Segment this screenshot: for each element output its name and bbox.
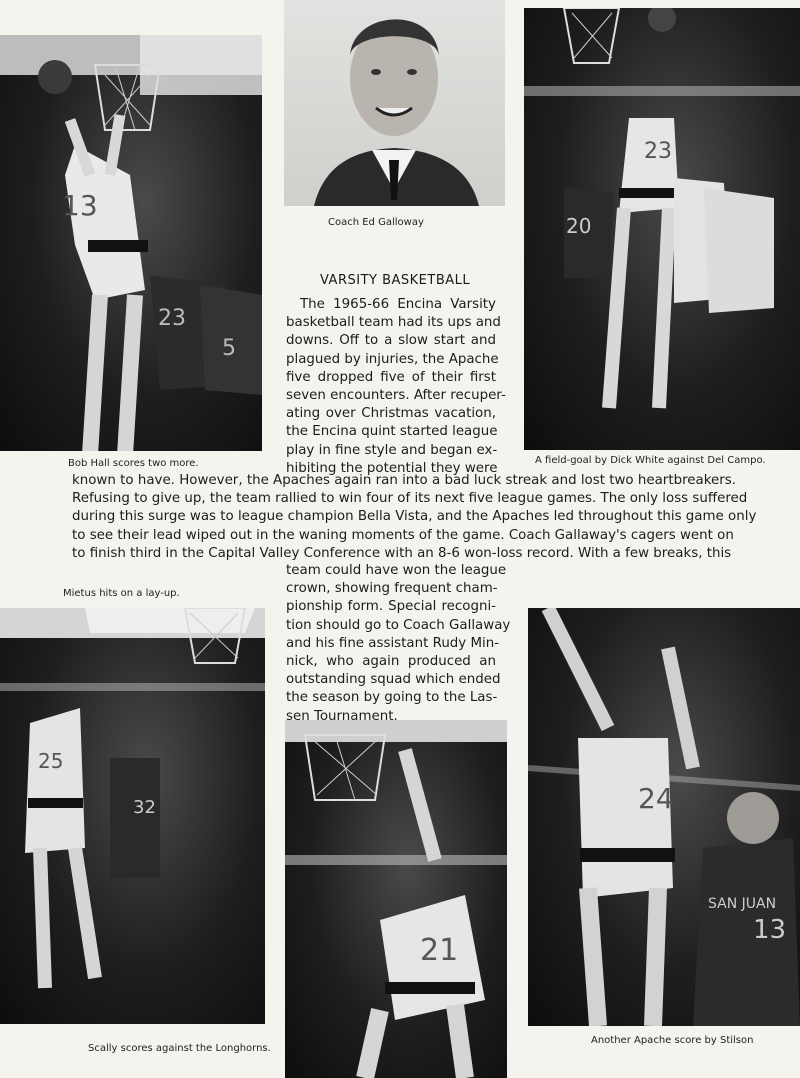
- article-line: The 1965-66 Encina Varsity: [300, 297, 496, 312]
- article-title: VARSITY BASKETBALL: [320, 273, 471, 288]
- hall-photo: [0, 35, 262, 451]
- article-line: the Encina quint started league: [286, 424, 498, 440]
- delcampo-jersey: 20: [566, 214, 592, 238]
- sanjuan-jersey-d: 13: [753, 915, 787, 945]
- hall-caption: Bob Hall scores two more.: [68, 458, 199, 469]
- sanjuan-jersey-c: 32: [133, 797, 156, 818]
- article-line: the season by going to the Las-: [286, 690, 498, 706]
- article-line: outstanding squad which ended: [286, 672, 501, 688]
- article-line: downs. Off to a slow start and: [286, 333, 496, 349]
- stilson-caption: Another Apache score by Stilson: [591, 1035, 754, 1046]
- white-jersey-number: 23: [644, 139, 672, 164]
- white-caption: A field-goal by Dick White against Del Campo.: [535, 455, 766, 466]
- article-line: team could have won the league: [286, 563, 507, 578]
- stilson-jersey-number: 24: [638, 782, 674, 815]
- sanjuan-jersey-b: 5: [222, 336, 236, 361]
- coach-caption: Coach Ed Galloway: [328, 217, 424, 228]
- article-column-text: [286, 296, 506, 478]
- article-line: crown, showing frequent cham-: [286, 581, 498, 597]
- article-line: nick, who again produced an: [286, 654, 496, 670]
- article-line: play in fine style and began ex-: [286, 442, 498, 458]
- article-line: tion should go to Coach Gallaway: [286, 617, 511, 633]
- article-line: to finish third in the Capital Valley Conference with an 8-6 won-loss record. With a few breaks, this: [72, 545, 732, 561]
- sanjuan-team-text: SAN JUAN: [708, 896, 777, 912]
- mietus-photo: [0, 608, 265, 1024]
- stilson-photo: [528, 608, 800, 1026]
- article-line: Refusing to give up, the team rallied to win four of its next five league games. The only loss suffered: [72, 491, 748, 507]
- article-line: and his fine assistant Rudy Min-: [286, 635, 500, 651]
- mietus-caption: Mietus hits on a lay-up.: [63, 588, 180, 599]
- scally-photo: [285, 720, 507, 1078]
- scally-caption: Scally scores against the Longhorns.: [88, 1043, 271, 1054]
- article-line: pionship form. Special recogni-: [286, 599, 496, 615]
- article-line: basketball team had its ups and: [286, 315, 501, 331]
- article-end-text: [286, 562, 511, 726]
- article-line: known to have. However, the Apaches again ran into a bad luck streak and lost two heartbreakers.: [72, 473, 736, 488]
- article-line: five dropped five of their first: [286, 369, 496, 385]
- article-wide-text: [72, 472, 757, 563]
- article-line: plagued by injuries, the Apache: [286, 351, 499, 367]
- article-line: sen Tournament.: [286, 708, 398, 724]
- article-line: seven encounters. After recuper-: [286, 388, 506, 404]
- article-line: hibiting the potential they were: [286, 460, 498, 476]
- article-line: to see their lead wiped out in the waning moments of the game. Coach Gallaway's cagers went on: [72, 527, 734, 543]
- coach-photo: [284, 0, 505, 206]
- mietus-jersey-number: 25: [38, 749, 64, 773]
- scally-jersey-number: 21: [420, 933, 459, 968]
- hall-jersey-number: 13: [62, 189, 98, 222]
- white-photo: [524, 8, 800, 450]
- sanjuan-jersey-a: 23: [158, 306, 186, 331]
- article-line: ating over Christmas vacation,: [286, 406, 496, 422]
- article-line: during this surge was to league champion Bella Vista, and the Apaches led throughout this game only: [72, 509, 757, 525]
